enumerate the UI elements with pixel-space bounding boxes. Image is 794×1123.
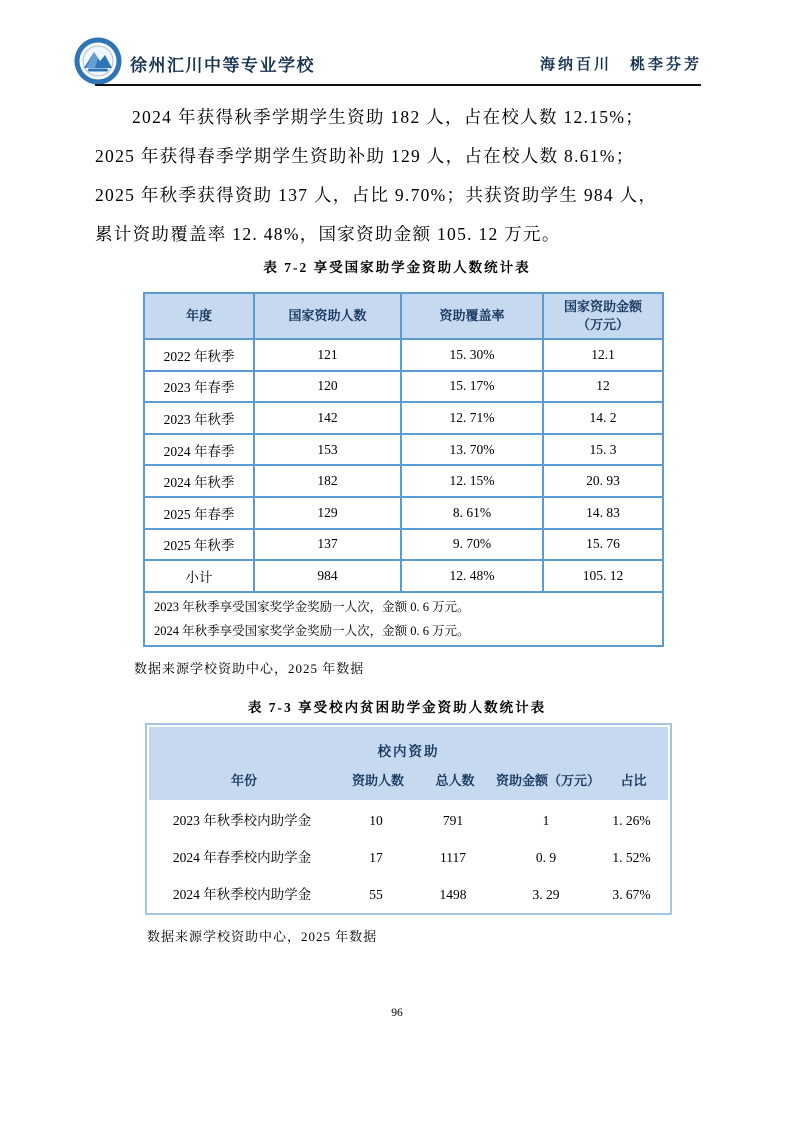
cell-coverage: 12. 15% xyxy=(401,465,543,497)
cell-count: 182 xyxy=(254,465,401,497)
table2-title: 表 7-3 享受校内贫困助学金资助人数统计表 xyxy=(247,700,547,715)
table-header-row xyxy=(144,293,663,339)
cell-count: 984 xyxy=(254,560,401,592)
cell-year: 2024 年秋季 xyxy=(144,465,254,497)
paragraph-line: 累计资助覆盖率 12. 48%，国家资助金额 105. 12 万元。 xyxy=(95,224,561,244)
note-line: 2023 年秋季享受国家奖学金奖励一人次，金额 0. 6 万元。 xyxy=(154,599,470,614)
table-row xyxy=(147,876,670,913)
intro-paragraph xyxy=(95,98,710,254)
table-header-block xyxy=(149,727,668,800)
cell-amount: 15. 76 xyxy=(543,529,663,561)
group-header: 校内资助 xyxy=(377,744,440,759)
table-subtotal-row xyxy=(144,560,663,592)
paragraph-line: 2025 年获得春季学期学生资助补助 129 人，占在校人数 8.61%； xyxy=(95,146,635,166)
cell-ratio: 1. 26% xyxy=(612,813,651,828)
cell-year: 2023 年秋季校内助学金 xyxy=(172,813,312,828)
cell-amount: 12.1 xyxy=(543,339,663,371)
table-row xyxy=(144,371,663,403)
column-header-amount-line1: 国家资助金额 xyxy=(563,298,642,314)
cell-ratio: 1. 52% xyxy=(612,850,651,865)
cell-amount: 12 xyxy=(543,371,663,403)
note-line: 2024 年秋季享受国家奖学金奖励一人次，金额 0. 6 万元。 xyxy=(154,623,470,638)
cell-year: 2024 年春季校内助学金 xyxy=(172,850,312,865)
column-header-coverage: 资助覆盖率 xyxy=(401,293,543,339)
cell-funded: 10 xyxy=(369,813,383,828)
column-header-year: 年度 xyxy=(144,293,254,339)
paragraph-line: 2025 年秋季获得资助 137 人，占比 9.70%；共获资助学生 984 人， xyxy=(95,185,658,205)
table-row xyxy=(147,839,670,876)
column-header-amount: 资助金额（万元） xyxy=(495,773,600,788)
cell-amount: 0. 9 xyxy=(535,850,557,865)
cell-amount: 105. 12 xyxy=(543,560,663,592)
cell-count: 120 xyxy=(254,371,401,403)
cell-count: 137 xyxy=(254,529,401,561)
data-source-note: 数据来源学校资助中心，2025 年数据 xyxy=(147,929,378,944)
cell-funded: 17 xyxy=(369,850,383,865)
paragraph-line: 2024 年获得秋季学期学生资助 182 人，占在校人数 12.15%； xyxy=(132,107,645,127)
school-logo-icon xyxy=(74,37,122,85)
column-header-total: 总人数 xyxy=(435,773,475,788)
cell-count: 142 xyxy=(254,402,401,434)
header-divider xyxy=(95,84,701,86)
cell-coverage: 15. 30% xyxy=(401,339,543,371)
cell-year: 2024 年秋季校内助学金 xyxy=(172,887,312,902)
column-header-funded: 资助人数 xyxy=(351,773,404,788)
cell-funded: 55 xyxy=(369,887,383,902)
table-row xyxy=(144,465,663,497)
data-source-note: 数据来源学校资助中心，2025 年数据 xyxy=(134,661,365,676)
table-note-row xyxy=(144,592,663,646)
cell-total: 1117 xyxy=(440,850,466,865)
table-row xyxy=(144,434,663,466)
table-row xyxy=(144,339,663,371)
cell-coverage: 15. 17% xyxy=(401,371,543,403)
cell-amount: 14. 2 xyxy=(543,402,663,434)
school-name: 徐州汇川中等专业学校 xyxy=(130,56,315,75)
table-row xyxy=(144,402,663,434)
cell-count: 121 xyxy=(254,339,401,371)
table-header-row xyxy=(149,769,668,800)
cell-year: 2024 年春季 xyxy=(144,434,254,466)
campus-grant-table xyxy=(145,723,672,915)
cell-amount: 20. 93 xyxy=(543,465,663,497)
cell-year: 2023 年秋季 xyxy=(144,402,254,434)
column-header-amount xyxy=(543,293,663,339)
cell-coverage: 12. 48% xyxy=(401,560,543,592)
table-row xyxy=(144,529,663,561)
cell-total: 791 xyxy=(442,813,464,828)
cell-coverage: 13. 70% xyxy=(401,434,543,466)
cell-year: 2025 年秋季 xyxy=(144,529,254,561)
page-number: 96 xyxy=(391,1007,403,1019)
column-header-ratio: 占比 xyxy=(620,773,647,788)
cell-year: 2023 年春季 xyxy=(144,371,254,403)
cell-year: 小计 xyxy=(144,560,254,592)
cell-coverage: 12. 71% xyxy=(401,402,543,434)
table-row xyxy=(147,802,670,839)
column-header-amount-line2: （万元） xyxy=(576,317,629,332)
cell-coverage: 9. 70% xyxy=(401,529,543,561)
table-row xyxy=(144,497,663,529)
cell-amount: 14. 83 xyxy=(543,497,663,529)
national-grant-table xyxy=(143,292,664,647)
school-logo xyxy=(74,37,122,85)
cell-amount: 15. 3 xyxy=(543,434,663,466)
cell-amount: 3. 29 xyxy=(532,887,560,902)
cell-ratio: 3. 67% xyxy=(612,887,651,902)
cell-year: 2025 年春季 xyxy=(144,497,254,529)
column-header-year: 年份 xyxy=(230,773,257,788)
column-header-count: 国家资助人数 xyxy=(254,293,401,339)
table1-title: 表 7-2 享受国家助学金资助人数统计表 xyxy=(263,260,531,275)
table-note-cell xyxy=(144,592,663,646)
cell-count: 153 xyxy=(254,434,401,466)
cell-amount: 1 xyxy=(542,813,550,828)
cell-coverage: 8. 61% xyxy=(401,497,543,529)
school-motto: 海纳百川 桃李芬芳 xyxy=(539,57,702,73)
cell-total: 1498 xyxy=(439,887,467,902)
cell-count: 129 xyxy=(254,497,401,529)
cell-year: 2022 年秋季 xyxy=(144,339,254,371)
